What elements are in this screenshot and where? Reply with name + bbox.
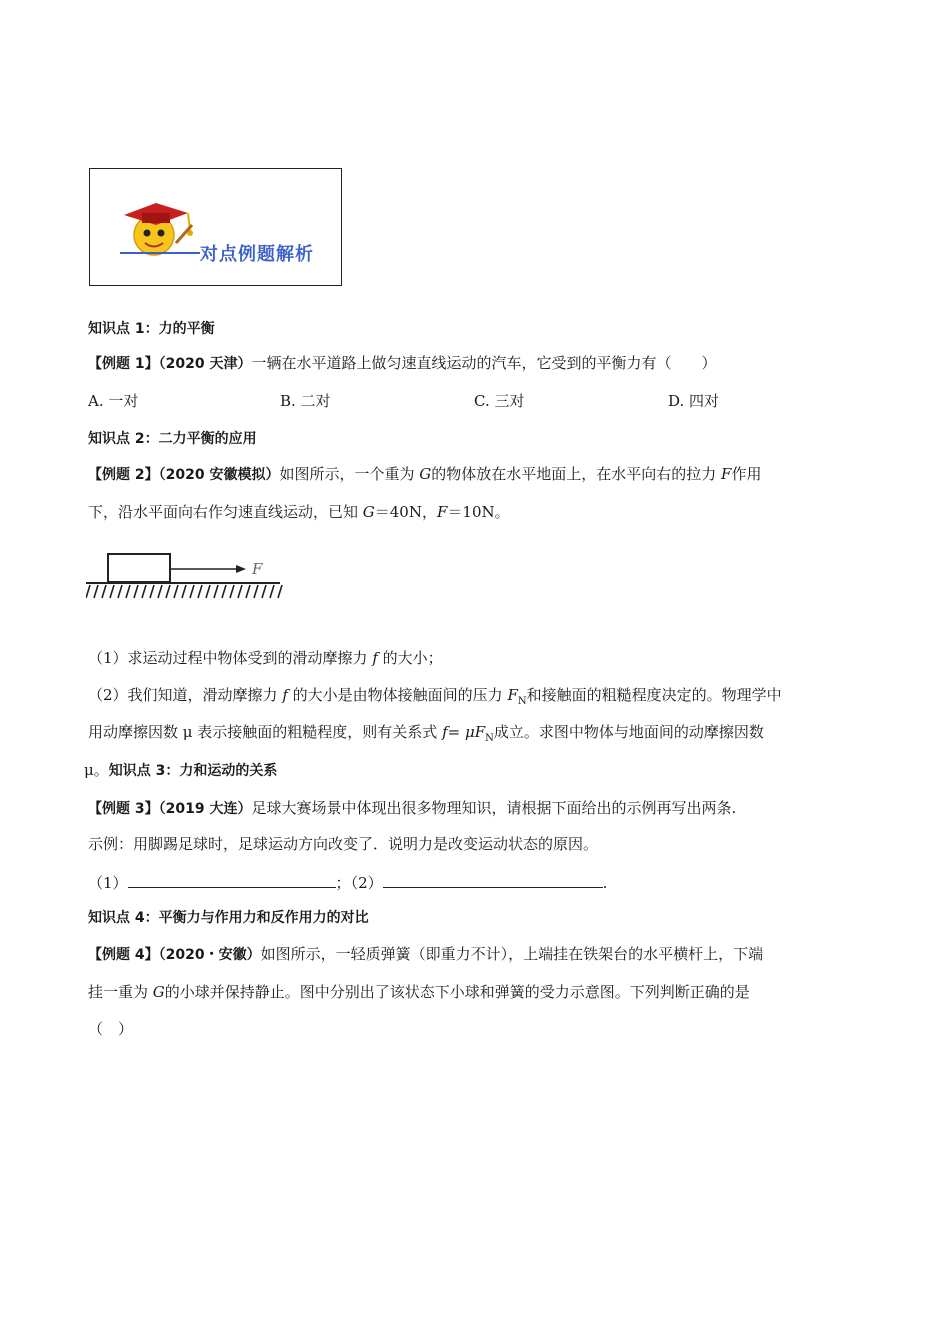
ex2-q2-text-e: 成立。求图中物体与地面间的动摩擦因数 — [493, 723, 764, 741]
ex4-line3: （ ） — [88, 1020, 134, 1038]
var-fn-subscript: N — [517, 696, 527, 707]
var-fn: F — [507, 686, 518, 704]
ex1-option-d: D. 四对 — [668, 392, 720, 410]
ex3-blank1-label: （1） — [88, 874, 128, 892]
force-label: F — [252, 560, 263, 578]
ex2-q2-text-a: （2）我们知道，滑动摩擦力 — [88, 686, 283, 704]
ex4-tag: 【例题 4】 — [88, 947, 159, 963]
ex3-text: 足球大赛场景中体现出很多物理知识，请根据下面给出的示例再写出两条. — [251, 799, 737, 817]
var-f-lower: f — [372, 649, 378, 667]
ex2-q2-text-b: 的大小是由物体接触面间的压力 — [287, 686, 508, 704]
section-header-box — [89, 168, 342, 286]
var-f-upper: F — [721, 465, 732, 483]
ex2-text-1c: 作用 — [731, 465, 762, 483]
kp4-title: 知识点 4：平衡力与作用力和反作用力的对比 — [88, 910, 369, 926]
ex3-tag: 【例题 3】 — [88, 801, 159, 817]
ex3-answers — [88, 871, 607, 893]
ex2-q2-line1 — [88, 685, 782, 712]
ex2-q1-text-a: （1）求运动过程中物体受到的滑动摩擦力 — [88, 649, 373, 667]
ex3-question — [88, 798, 736, 819]
ex2-text-2c: ＝10N。 — [447, 503, 510, 521]
ex2-line1 — [88, 464, 761, 485]
ex1-text: 一辆在水平道路上做匀速直线运动的汽车，它受到的平衡力有（ ） — [251, 354, 717, 372]
ex2-q2-line2 — [88, 722, 764, 749]
ground-hatching — [86, 585, 282, 598]
ex2-tag: 【例题 2】 — [88, 467, 159, 483]
force-arrowhead — [236, 565, 246, 573]
ex2-line2 — [88, 502, 510, 522]
ex1-question — [88, 353, 716, 374]
mascot-graduate-icon — [112, 183, 202, 273]
ex3-end: . — [602, 874, 608, 892]
kp3-title: 知识点 3：力和运动的关系 — [108, 763, 278, 779]
ex3-blank2-label: （2） — [350, 874, 383, 892]
ex4-source: （2020・安徽） — [158, 947, 261, 963]
var-g: G — [419, 465, 432, 483]
ex1-option-b: B. 二对 — [280, 392, 331, 410]
var-f-lower-2: f — [282, 686, 288, 704]
section-title: 对点例题解析 — [200, 244, 314, 265]
ex3-blank2[interactable] — [383, 871, 603, 888]
ex2-text-1a: 如图所示，一个重为 — [279, 465, 420, 483]
ex4-line1 — [88, 944, 763, 965]
block-force-figure — [86, 540, 286, 615]
ex4-text-2b: 的小球并保持静止。图中分别出了该状态下小球和弹簧的受力示意图。下列判断正确的是 — [164, 983, 750, 1001]
kp2-title: 知识点 2：二力平衡的应用 — [88, 431, 257, 447]
ex2-q1-text-b: 的大小； — [377, 649, 443, 667]
ex4-line2 — [88, 982, 750, 1002]
ex2-q2-text-c: 和接触面的粗糙程度决定的。物理学中 — [526, 686, 782, 704]
ex2-text-2b: ＝40N， — [374, 503, 437, 521]
ex1-option-c: C. 三对 — [474, 392, 525, 410]
ex2-q2-text-f: μ。 — [84, 761, 109, 779]
ex3-separator: ； — [335, 874, 351, 892]
header-rule — [120, 252, 200, 254]
ex3-example: 示例：用脚踢足球时，足球运动方向改变了．说明力是改变运动状态的原因。 — [88, 835, 599, 853]
var-f-upper-2: F — [436, 503, 448, 521]
ex1-option-a: A. 一对 — [88, 392, 139, 410]
ex3-blank1[interactable] — [128, 871, 336, 888]
ex1-tag: 【例题 1】 — [88, 356, 159, 372]
formula-subscript: N — [485, 733, 494, 744]
var-g-3: G — [152, 983, 165, 1001]
ex2-q2-line3 — [84, 760, 277, 781]
ex4-text-2a: 挂一重为 — [88, 983, 153, 1001]
ex2-q1 — [88, 648, 443, 668]
ex1-source: （2020 天津） — [158, 356, 252, 372]
ex2-source: （2020 安徽模拟） — [158, 467, 280, 483]
var-g-2: G — [362, 503, 375, 521]
ex4-text-1: 如图所示，一轻质弹簧（即重力不计），上端挂在铁架台的水平横杆上，下端 — [260, 945, 764, 963]
ex2-q2-text-d: 用动摩擦因数 μ 表示接触面的粗糙程度，则有关系式 — [88, 723, 443, 741]
block-shape — [108, 554, 170, 582]
ex2-text-2a: 下，沿水平面向右作匀速直线运动，已知 — [88, 503, 363, 521]
ex2-text-1b: 的物体放在水平地面上，在水平向右的拉力 — [431, 465, 722, 483]
kp1-title: 知识点 1：力的平衡 — [88, 321, 215, 337]
formula: f= μF — [442, 723, 486, 741]
ex3-source: （2019 大连） — [158, 801, 252, 817]
